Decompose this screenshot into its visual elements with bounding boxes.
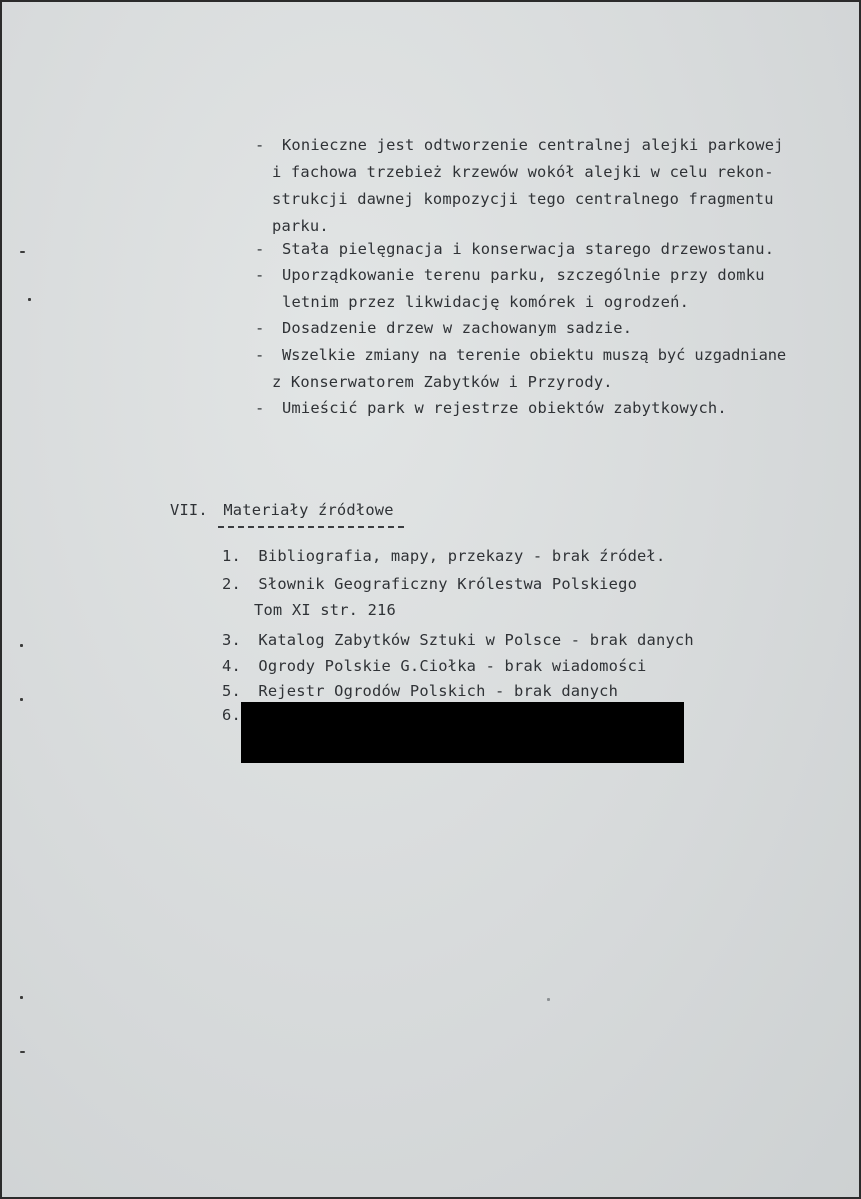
scan-speck <box>547 998 550 1001</box>
item-number: 1. <box>222 547 241 565</box>
item-text: Umieścić park w rejestrze obiektów zabytkowych. <box>281 399 727 417</box>
item-text-continued: letnim przez likwidację komórek i ogrodzeń. <box>282 293 690 311</box>
item-text: Dosadzenie drzew w zachowanym sadzie. <box>281 319 633 337</box>
item-text: Stała pielęgnacja i konserwacja starego drzewostanu. <box>281 240 775 258</box>
item-text-continued: strukcji dawnej kompozycji tego centralnego fragmentu <box>272 190 774 208</box>
item-text: Wszelkie zmiany na terenie obiektu muszą być uzgadniane <box>281 346 787 364</box>
heading-underline <box>218 526 404 528</box>
item-number: 2. <box>222 575 241 593</box>
redaction-block <box>241 702 684 763</box>
item-text-continued: parku. <box>272 217 329 235</box>
list-item <box>255 239 774 259</box>
list-item <box>222 574 637 594</box>
item-number: 4. <box>222 657 241 675</box>
list-item <box>222 705 241 725</box>
item-text-continued: z Konserwatorem Zabytków i Przyrody. <box>272 373 613 391</box>
item-text: Słownik Geograficzny Królestwa Polskiego <box>258 575 638 593</box>
bullet: - <box>255 240 265 258</box>
item-text: Uporządkowanie terenu parku, szczególnie przy domku <box>281 266 765 284</box>
list-item <box>222 656 647 676</box>
scan-speck <box>20 251 25 253</box>
list-item <box>222 630 694 650</box>
scan-speck <box>28 298 31 301</box>
scan-speck <box>20 1051 25 1053</box>
section-heading <box>170 500 394 520</box>
bullet: - <box>255 346 265 364</box>
list-item <box>255 345 786 365</box>
scan-edge-top <box>0 0 861 2</box>
bullet: - <box>255 399 265 417</box>
item-text: Bibliografia, mapy, przekazy - brak źródeł. <box>258 547 666 565</box>
list-item <box>255 265 765 285</box>
bullet: - <box>255 266 265 284</box>
item-number: 5. <box>222 682 241 700</box>
scan-speck <box>20 996 23 999</box>
section-number: VII. <box>170 501 208 519</box>
item-text: Ogrody Polskie G.Ciołka - brak wiadomości <box>258 657 647 675</box>
item-number: 3. <box>222 631 241 649</box>
item-text: Rejestr Ogrodów Polskich - brak danych <box>258 682 619 700</box>
scan-speck <box>20 644 23 647</box>
scan-edge-left <box>0 0 2 1199</box>
bullet: - <box>255 136 265 154</box>
item-text: Konieczne jest odtworzenie centralnej alejki parkowej <box>281 136 784 154</box>
list-item <box>222 681 618 701</box>
item-text-continued: i fachowa trzebież krzewów wokół alejki w celu rekon- <box>272 163 774 181</box>
scan-speck <box>20 698 23 701</box>
list-item <box>255 318 632 338</box>
list-item <box>255 398 727 418</box>
bullet: - <box>255 319 265 337</box>
item-text-continued: Tom XI str. 216 <box>254 601 396 619</box>
item-number: 6. <box>222 706 241 724</box>
section-title: Materiały źródłowe <box>223 501 394 519</box>
item-text: Katalog Zabytków Sztuki w Polsce - brak danych <box>258 631 694 649</box>
list-item <box>255 135 784 155</box>
list-item <box>222 546 665 566</box>
